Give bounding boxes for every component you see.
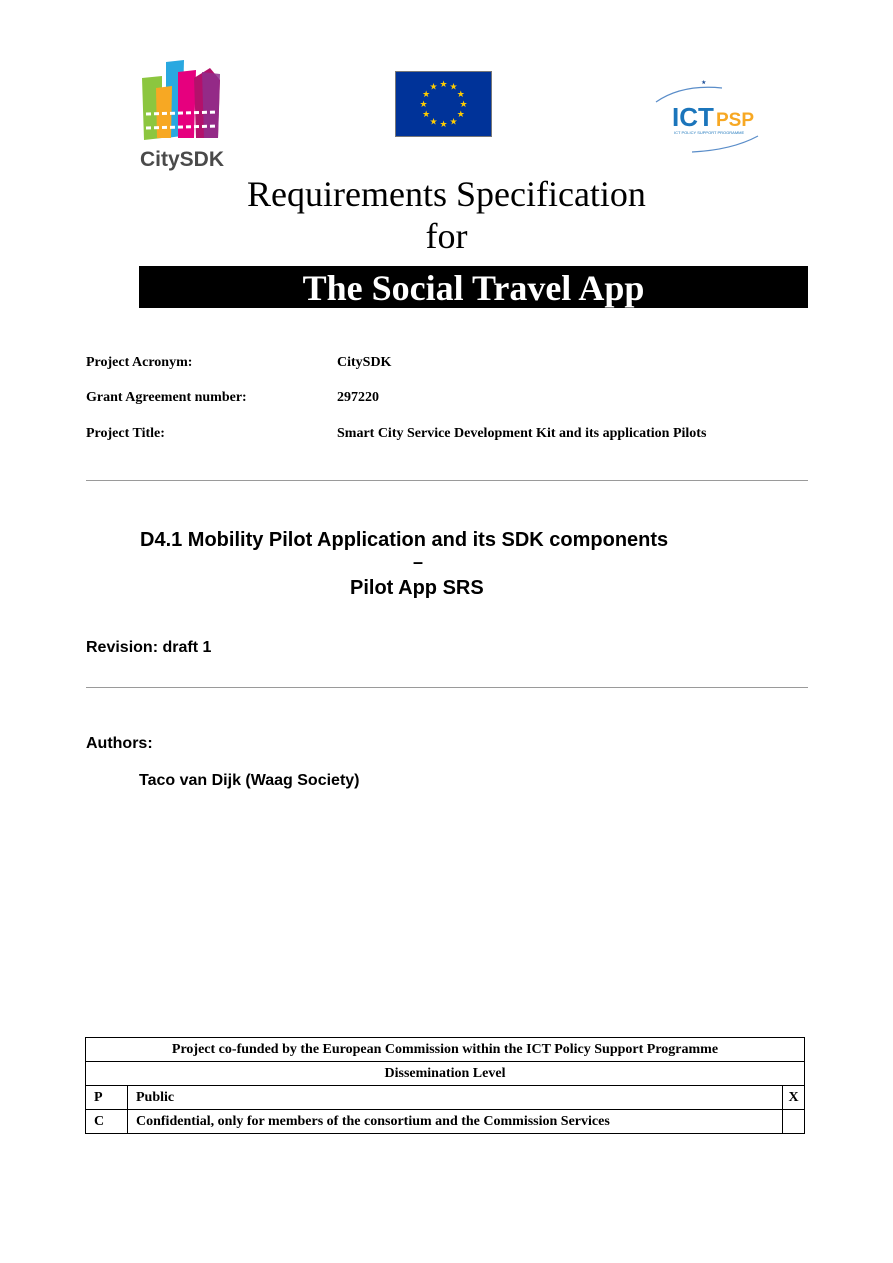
title-banner-text: The Social Travel App [302, 268, 645, 308]
level-mark-cell: X [783, 1086, 805, 1110]
eu-star-icon: ★ [422, 89, 431, 99]
divider [86, 687, 808, 688]
deliverable-dash: – [412, 552, 423, 572]
svg-text:ICT: ICT [672, 102, 714, 132]
level-description-cell: Public [128, 1086, 783, 1110]
project-title-value: Smart City Service Development Kit and its application Pilots [337, 426, 707, 441]
eu-star-icon: ★ [419, 99, 428, 109]
table-row [86, 1086, 805, 1110]
eu-star-icon: ★ [439, 119, 448, 129]
table-row [86, 1038, 805, 1062]
eu-star-icon: ★ [429, 116, 438, 127]
level-mark-cell [783, 1110, 805, 1134]
dissemination-level-header: Dissemination Level [86, 1062, 805, 1086]
document-title-line-1: Requirements Specification [247, 174, 646, 214]
eu-star-icon: ★ [456, 109, 465, 119]
level-code-cell: P [86, 1086, 128, 1110]
deliverable-title: D4.1 Mobility Pilot Application and its SDK components [140, 529, 669, 551]
funding-cell: Project co-funded by the European Commission within the ICT Policy Support Programme [86, 1038, 805, 1062]
author-name: Taco van Dijk (Waag Society) [139, 772, 360, 789]
eu-star-icon: ★ [449, 116, 458, 127]
revision-label: Revision: draft 1 [86, 639, 212, 656]
grant-agreement-label: Grant Agreement number: [86, 390, 247, 405]
eu-star-icon: ★ [422, 109, 431, 119]
ictpsp-logo [652, 74, 762, 156]
dissemination-table [85, 1037, 805, 1134]
eu-star-icon: ★ [449, 81, 458, 92]
eu-star-icon: ★ [429, 81, 438, 92]
ictpsp-subtext: ICT POLICY SUPPORT PROGRAMME [674, 130, 745, 135]
eu-star-icon: ★ [456, 89, 465, 99]
eu-star-icon: ★ [459, 99, 468, 109]
authors-label: Authors: [86, 735, 153, 752]
divider [86, 480, 808, 481]
citysdk-logo [138, 58, 228, 173]
document-title-line-2: for [425, 216, 468, 256]
level-description-cell: Confidential, only for members of the consortium and the Commission Services [128, 1110, 783, 1134]
project-title-label: Project Title: [86, 426, 165, 441]
svg-text:⋆: ⋆ [700, 75, 708, 89]
table-row [86, 1110, 805, 1134]
deliverable-subtitle: Pilot App SRS [350, 577, 484, 599]
eu-star-icon: ★ [439, 79, 448, 89]
project-acronym-label: Project Acronym: [86, 355, 193, 370]
citysdk-logo-text: CitySDK [140, 148, 225, 171]
svg-text:PSP: PSP [716, 110, 755, 131]
eu-flag-logo [395, 71, 492, 137]
grant-agreement-value: 297220 [337, 390, 379, 405]
project-acronym-value: CitySDK [337, 355, 392, 370]
level-code-cell: C [86, 1110, 128, 1134]
table-row [86, 1062, 805, 1086]
